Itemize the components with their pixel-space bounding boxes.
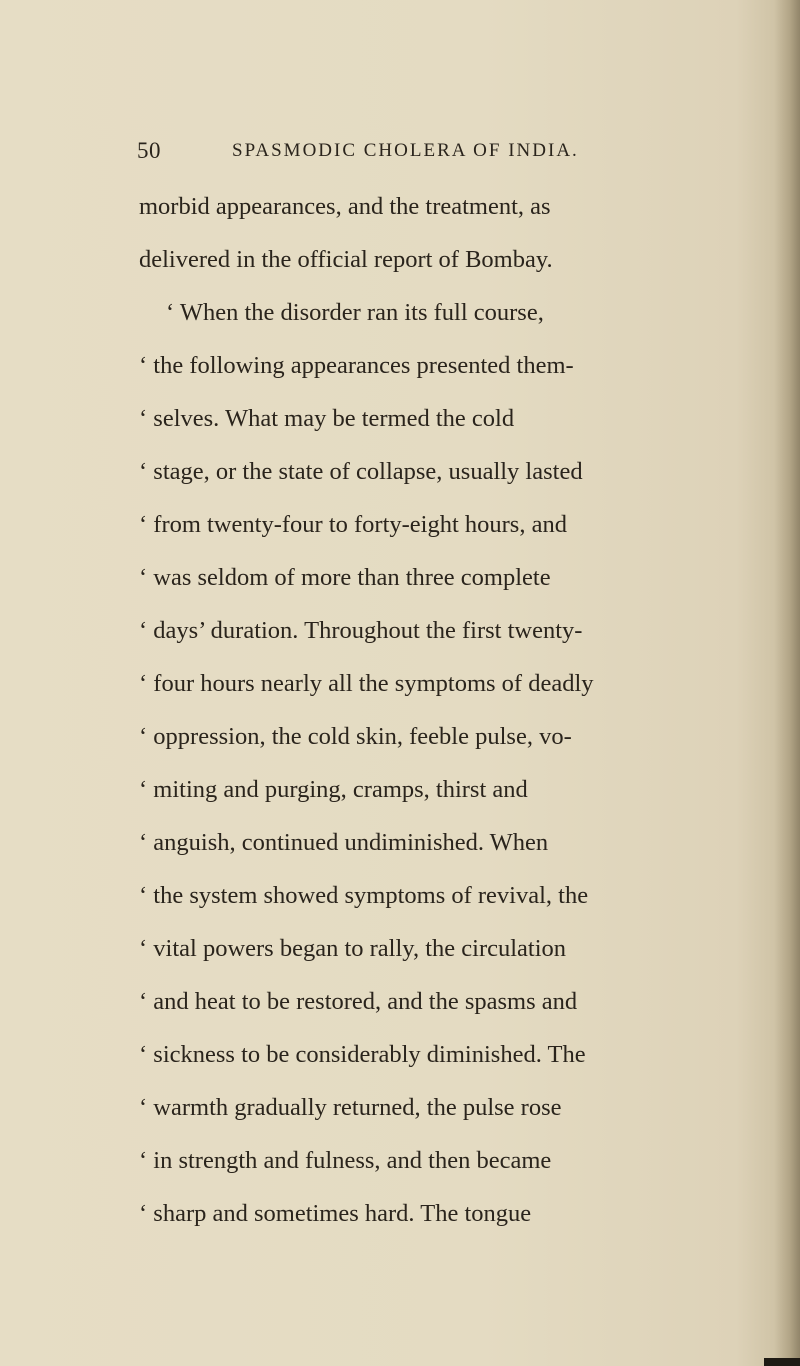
- text-line: morbid appearances, and the treatment, as: [139, 193, 551, 220]
- text-line: ‘ stage, or the state of collapse, usually lasted: [139, 458, 583, 485]
- text-line: ‘ oppression, the cold skin, feeble pulse, vo-: [139, 723, 572, 750]
- page-number: 50: [137, 138, 161, 163]
- running-head: SPASMODIC CHOLERA OF INDIA.: [232, 140, 579, 161]
- text-line: ‘ warmth gradually returned, the pulse rose: [139, 1094, 562, 1121]
- text-line: ‘ was seldom of more than three complete: [139, 564, 551, 591]
- text-line: ‘ anguish, continued undiminished. When: [139, 829, 549, 856]
- text-line: ‘ the following appearances presented them-: [139, 352, 574, 379]
- text-line: ‘ four hours nearly all the symptoms of deadly: [139, 670, 594, 697]
- text-line: ‘ sharp and sometimes hard. The tongue: [139, 1200, 532, 1227]
- text-line: ‘ from twenty-four to forty-eight hours, and: [139, 511, 567, 538]
- binding-mark: [764, 1358, 800, 1366]
- text-line: ‘ selves. What may be termed the cold: [139, 405, 515, 432]
- text-line: ‘ sickness to be considerably diminished. The: [139, 1041, 586, 1068]
- text-line: ‘ in strength and fulness, and then became: [139, 1147, 552, 1174]
- text-line: ‘ the system showed symptoms of revival, the: [139, 882, 589, 909]
- page-edge-shadow: [774, 0, 800, 1366]
- text-line: delivered in the official report of Bombay.: [139, 246, 553, 273]
- text-line: ‘ and heat to be restored, and the spasms and: [139, 988, 578, 1015]
- text-line: ‘ days’ duration. Throughout the first twenty-: [139, 617, 583, 644]
- text-line: ‘ miting and purging, cramps, thirst and: [139, 776, 528, 803]
- page-header: [137, 138, 627, 168]
- text-line: ‘ When the disorder ran its full course,: [166, 299, 544, 326]
- text-line: ‘ vital powers began to rally, the circulation: [139, 935, 567, 962]
